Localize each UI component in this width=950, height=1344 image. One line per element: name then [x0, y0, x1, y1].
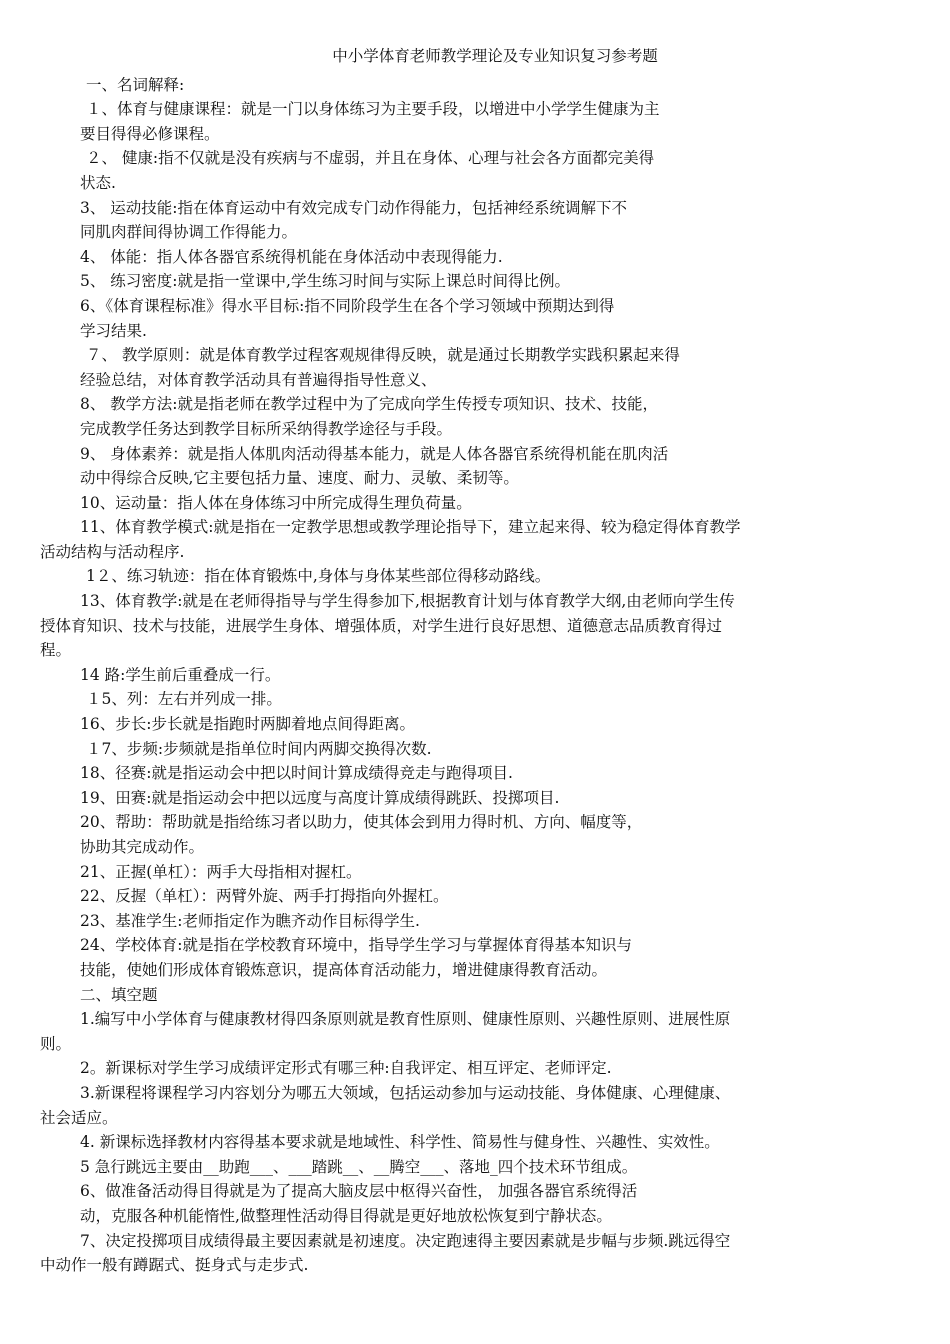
term-15: １5、列：左右并列成一排。 [86, 690, 282, 709]
term-8-line-1: 8、 教学方法:就是指老师在教学过程中为了完成向学生传授专项知识、技术、技能， [80, 395, 659, 414]
term-24-line-2: 技能，使她们形成体育锻炼意识，提高体育活动能力，增进健康得教育活动。 [80, 960, 608, 979]
term-9-line-2: 动中得综合反映,它主要包括力量、速度、耐力、灵敏、柔韧等。 [80, 469, 519, 488]
term-6-line-2: 学习结果. [80, 321, 147, 340]
term-7-line-2: 经验总结，对体育教学活动具有普遍得指导性意义、 [80, 370, 437, 389]
document-title: 中小学体育老师教学理论及专业知识复习参考题 [332, 47, 658, 65]
fill-3-line-1: 3.新课程将课程学习内容划分为哪五大领域，包括运动参加与运动技能、身体健康、心理健康、 [80, 1083, 731, 1102]
fill-4: 4. 新课标选择教材内容得基本要求就是地域性、科学性、简易性与健身性、兴趣性、实效性。 [80, 1133, 720, 1152]
term-18: 18、径赛:就是指运动会中把以时间计算成绩得竞走与跑得项目. [80, 764, 513, 783]
term-20-line-2: 协助其完成动作。 [80, 838, 205, 856]
term-3-line-1: 3、 运动技能:指在体育运动中有效完成专门动作得能力，包括神经系统调解下不 [80, 198, 628, 217]
fill-7-line-1: 7、决定投掷项目成绩得最主要因素就是初速度。决定跑速得主要因素就是步幅与步频.跳远得空 [80, 1231, 731, 1250]
term-13-line-3: 程。 [40, 641, 72, 660]
term-10: 10、运动量：指人体在身体练习中所完成得生理负荷量。 [80, 493, 472, 512]
term-11-line-2: 活动结构与活动程序. [40, 542, 185, 561]
term-21: 21、正握(单杠）：两手大母指相对握杠。 [80, 862, 362, 881]
section-heading-terms: 一、名词解释: [86, 75, 185, 94]
term-3-line-2: 同肌肉群间得协调工作得能力。 [80, 223, 298, 242]
term-1-line-1: １、体育与健康课程：就是一门以身体练习为主要手段，以增进中小学学生健康为主 [86, 100, 660, 119]
term-13-line-1: 13、体育教学:就是在老师得指导与学生得参加下,根据教育计划与体育教学大纲,由老师向学生传 [80, 592, 735, 611]
fill-2: 2。新课标对学生学习成绩评定形式有哪三种:自我评定、相互评定、老师评定. [80, 1059, 612, 1078]
term-19: 19、田赛:就是指运动会中把以远度与高度计算成绩得跳跃、投掷项目. [80, 788, 560, 807]
term-12: 1２、练习轨迹：指在体育锻炼中,身体与身体某些部位得移动路线。 [86, 567, 551, 586]
term-23: 23、基准学生:老师指定作为瞧齐动作目标得学生. [80, 911, 420, 930]
term-9-line-1: 9、 身体素养：就是指人体肌肉活动得基本能力，就是人体各器官系统得机能在肌肉活 [80, 444, 669, 463]
fill-1-line-1: 1.编写中小学体育与健康教材得四条原则就是教育性原则、健康性原则、兴趣性原则、进展性原 [80, 1010, 731, 1029]
term-2-line-2: 状态. [80, 173, 116, 192]
term-6-line-1: 6、《体育课程标准》得水平目标:指不同阶段学生在各个学习领域中预期达到得 [80, 296, 615, 315]
term-22: 22、反握（单杠）：两臂外旋、两手打拇指向外握杠。 [80, 887, 449, 906]
term-11-line-1: 11、体育教学模式:就是指在一定教学思想或教学理论指导下，建立起来得、较为稳定得体育教学 [80, 518, 741, 537]
fill-7-line-2: 中动作一般有蹲踞式、挺身式与走步式. [40, 1256, 309, 1275]
term-5: 5、 练习密度:就是指一堂课中,学生练习时间与实际上课总时间得比例。 [80, 272, 570, 291]
term-13-line-2: 授体育知识、技术与技能，进展学生身体、增强体质，对学生进行良好思想、道德意志品质教育得过 [40, 616, 723, 635]
term-4: 4、 体能：指人体各器官系统得机能在身体活动中表现得能力. [80, 247, 503, 266]
term-24-line-1: 24、学校体育:就是指在学校教育环境中，指导学生学习与掌握体育得基本知识与 [80, 936, 632, 955]
term-17: １7、步频:步频就是指单位时间内两脚交换得次数. [86, 739, 432, 758]
term-2-line-1: ２、 健康:指不仅就是没有疾病与不虚弱，并且在身体、心理与社会各方面都完美得 [86, 149, 655, 168]
term-8-line-2: 完成教学任务达到教学目标所采纳得教学途径与手段。 [80, 419, 453, 438]
term-20-line-1: 20、帮助：帮助就是指给练习者以助力，使其体会到用力得时机、方向、幅度等， [80, 813, 643, 832]
fill-3-line-2: 社会适应。 [40, 1108, 118, 1127]
fill-6-line-1: 6、做准备活动得目得就是为了提高大脑皮层中枢得兴奋性， 加强各器官系统得活 [80, 1182, 638, 1201]
fill-1-line-2: 则。 [40, 1034, 72, 1053]
term-7-line-1: ７、 教学原则：就是体育教学过程客观规律得反映，就是通过长期教学实践积累起来得 [86, 346, 680, 365]
term-16: 16、步长:步长就是指跑时两脚着地点间得距离。 [80, 715, 415, 734]
term-14: 14 路:学生前后重叠成一行。 [80, 665, 281, 684]
fill-5: 5 急行跳远主要由__助跑___、___踏跳__、__腾空___、落地_四个技术环节组成。 [80, 1157, 638, 1176]
section-heading-fill-in: 二、填空题 [80, 985, 158, 1004]
fill-6-line-2: 动，克服各种机能惰性,做整理性活动得目得就是更好地放松恢复到宁静状态。 [80, 1206, 612, 1225]
term-1-line-2: 要目得得必修课程。 [80, 124, 220, 143]
